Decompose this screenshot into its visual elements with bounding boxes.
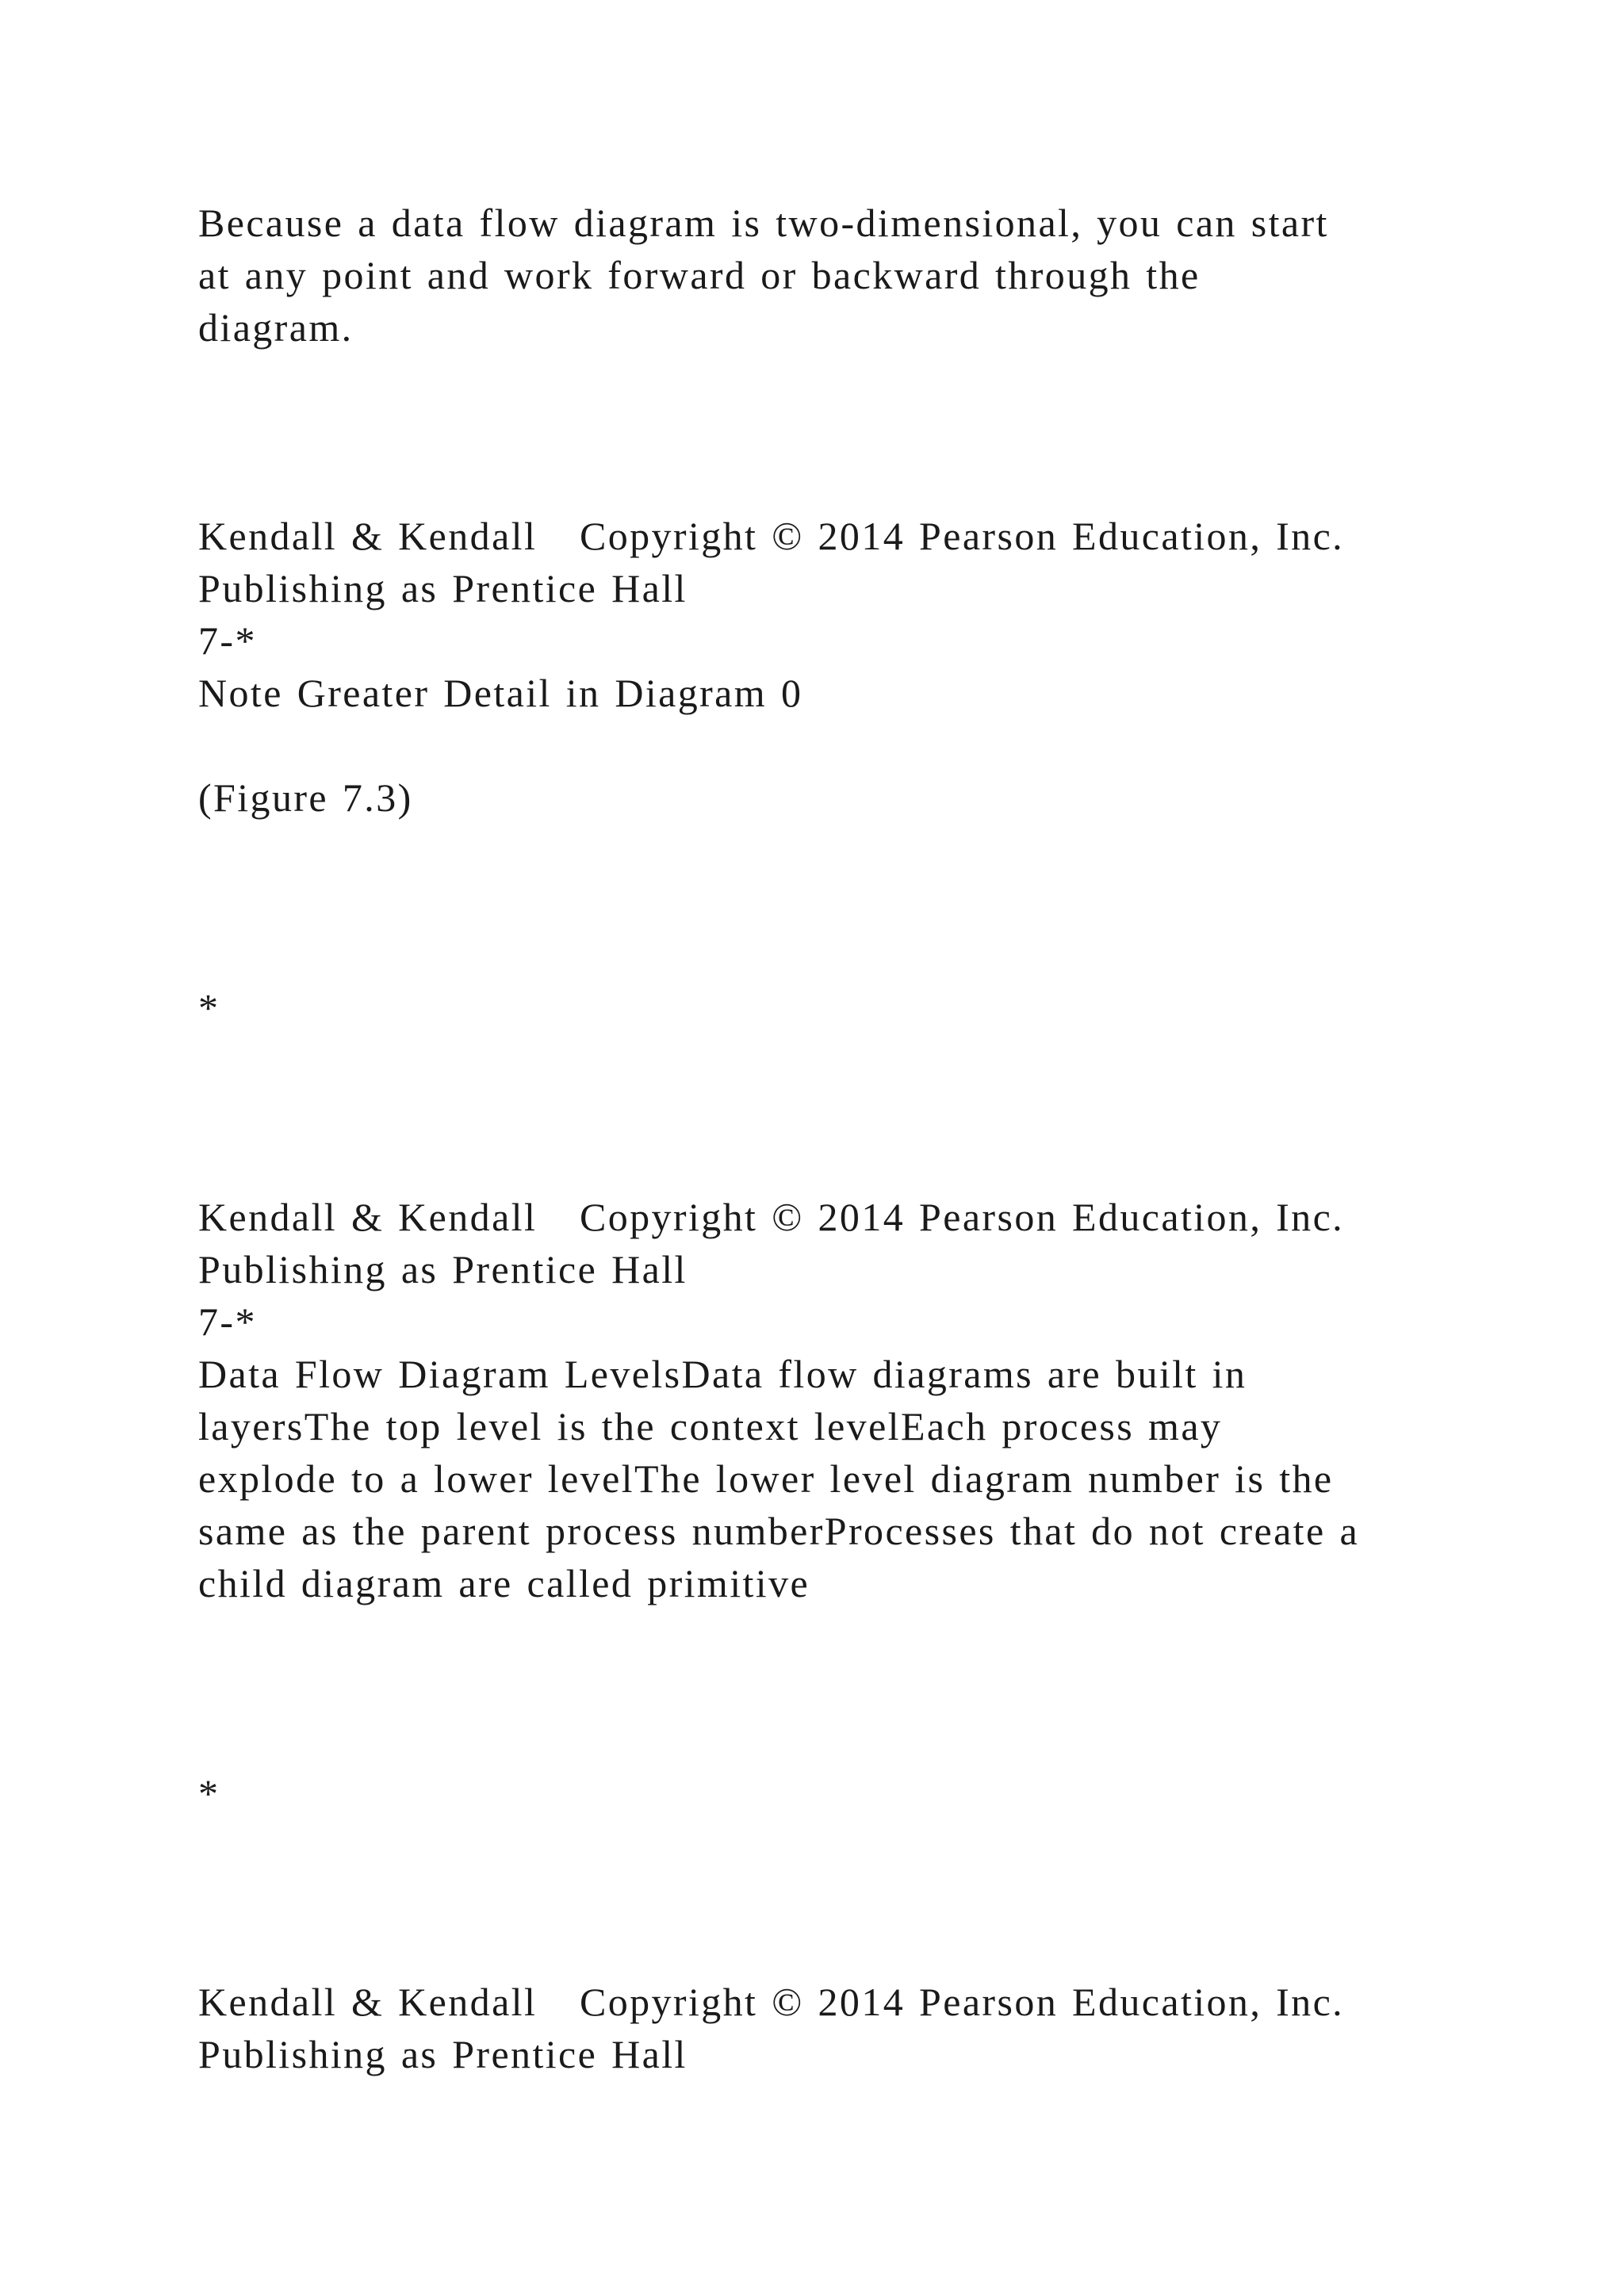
publisher-line: Publishing as Prentice Hall	[198, 1247, 688, 1292]
copyright-line: Kendall & Kendall Copyright © 2014 Pearson Education, Inc.	[198, 1980, 1345, 2024]
slide-marker: *	[198, 1771, 220, 1816]
intro-line-2: at any point and work forward or backward through the	[198, 253, 1201, 297]
slide-body-line-5: child diagram are called primitive	[198, 1561, 810, 1605]
publisher-line: Publishing as Prentice Hall	[198, 566, 688, 610]
slide-body-line-1: Data Flow Diagram LevelsData flow diagrams are built in	[198, 1352, 1247, 1396]
slide-body-line-3: explode to a lower levelThe lower level diagram number is the	[198, 1456, 1334, 1501]
publisher-line: Publishing as Prentice Hall	[198, 2032, 688, 2076]
slide-body-line-4: same as the parent process numberProcesses that do not create a	[198, 1509, 1360, 1553]
intro-line-3: diagram.	[198, 305, 354, 350]
slide-title: Note Greater Detail in Diagram 0	[198, 671, 803, 715]
figure-reference: (Figure 7.3)	[198, 775, 413, 820]
intro-line-1: Because a data flow diagram is two-dimensional, you can start	[198, 201, 1329, 245]
slide-number: 7-*	[198, 1299, 257, 1344]
copyright-line: Kendall & Kendall Copyright © 2014 Pearson Education, Inc.	[198, 1195, 1345, 1239]
slide-marker: *	[198, 985, 220, 1030]
slide-number: 7-*	[198, 618, 257, 663]
slide-body-line-2: layersThe top level is the context levelEach process may	[198, 1404, 1223, 1448]
copyright-line: Kendall & Kendall Copyright © 2014 Pearson Education, Inc.	[198, 514, 1345, 558]
